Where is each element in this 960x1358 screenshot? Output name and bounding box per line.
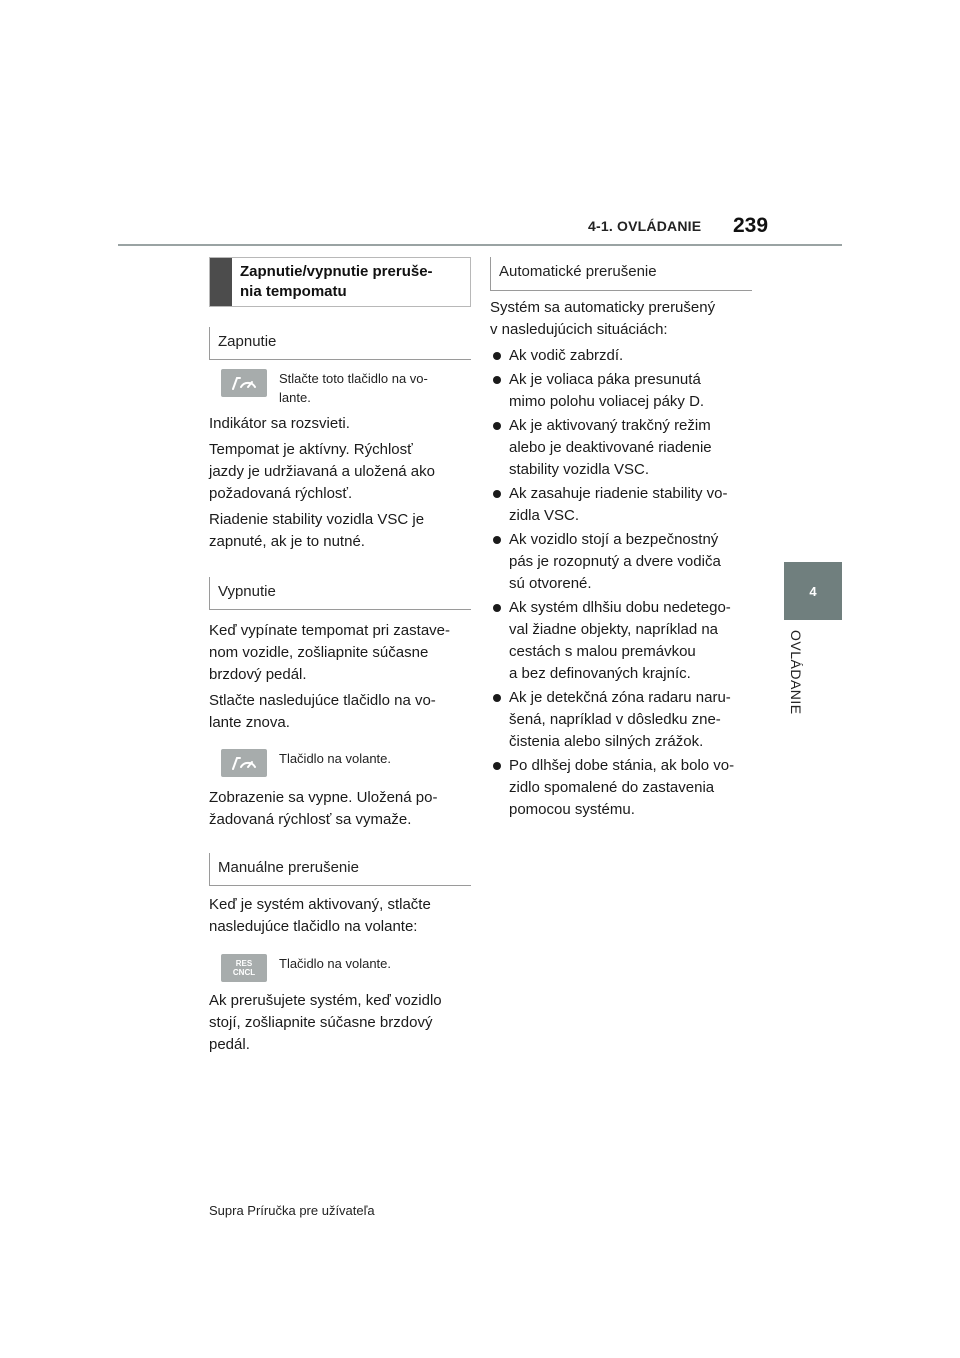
right-column	[490, 257, 752, 821]
res-cncl-button-icon	[221, 954, 267, 982]
caption-line: lante.	[279, 390, 311, 405]
button-row-vypnutie	[209, 749, 471, 777]
button-caption	[279, 369, 428, 407]
paragraph-line: lante znova.	[209, 714, 290, 731]
bullet-line: sú otvorené.	[509, 575, 592, 592]
left-column	[209, 257, 471, 1056]
bullet-line: šená, napríklad v dôsledku zne-	[509, 711, 721, 728]
page-number: 239	[733, 214, 769, 237]
bullet-line: zidlo spomalené do zastavenia	[509, 779, 715, 796]
bullet-line: Ak je detekčná zóna radaru naru-	[509, 689, 731, 706]
paragraph-line: Keď je systém aktivovaný, stlačte	[209, 896, 431, 913]
paragraph-line: zapnuté, ak je to nutné.	[209, 533, 365, 550]
paragraph	[490, 297, 752, 341]
topic-title-line: Zapnutie/vypnutie preruše-	[240, 263, 433, 280]
footer-text: Supra Príručka pre užívateľa	[209, 1203, 375, 1218]
cruise-control-button-icon	[221, 369, 267, 397]
bullet-item	[490, 345, 752, 367]
paragraph-line: žadovaná rýchlosť sa vymaže.	[209, 811, 412, 828]
header-divider	[118, 244, 842, 246]
bullet-line: val žiadne objekty, napríklad na	[509, 621, 719, 638]
bullet-line: Po dlhšej dobe stánia, ak bolo vo-	[509, 757, 735, 774]
bullet-line: Ak vozidlo stojí a bezpečnostný	[509, 531, 719, 548]
bullet-line: čistenia alebo silných zrážok.	[509, 733, 704, 750]
bullet-item	[490, 755, 752, 821]
section-heading-automaticke: Automatické prerušenie	[490, 257, 752, 291]
res-label: RES	[235, 959, 253, 968]
chapter-tab	[784, 562, 842, 620]
paragraph-line: brzdový pedál.	[209, 666, 307, 683]
chapter-side-label-text: OVLÁDANIE	[788, 630, 804, 715]
paragraph-line: Ak prerušujete systém, keď vozidlo	[209, 992, 442, 1009]
bullet-item	[490, 483, 752, 527]
chapter-side-label	[784, 630, 804, 730]
bullet-item	[490, 529, 752, 595]
paragraph-line: Keď vypínate tempomat pri zastave-	[209, 622, 450, 639]
paragraph-line: stojí, zošliapnite súčasne brzdový	[209, 1014, 433, 1031]
cruise-control-button-icon	[221, 749, 267, 777]
paragraph-line: požadovaná rýchlosť.	[209, 485, 353, 502]
section-heading-vypnutie: Vypnutie	[209, 577, 471, 610]
cruise-control-icon	[227, 373, 261, 393]
paragraph	[209, 894, 471, 938]
paragraph-line: nasledujúce tlačidlo na volante:	[209, 918, 418, 935]
bullet-item	[490, 597, 752, 685]
section-heading-manualne: Manuálne prerušenie	[209, 853, 471, 886]
cncl-label: CNCL	[232, 968, 256, 977]
bullet-line: Ak systém dlhšiu dobu nedetego-	[509, 599, 731, 616]
paragraph-line: Tempomat je aktívny. Rýchlosť	[209, 441, 413, 458]
button-caption: Tlačidlo na volante.	[279, 956, 392, 971]
topic-title-box	[209, 257, 471, 307]
paragraph: Indikátor sa rozsvieti.	[209, 415, 350, 432]
paragraph-line: Stlačte nasledujúce tlačidlo na vo-	[209, 692, 436, 709]
bullet-line: cestách s malou premávkou	[509, 643, 696, 660]
button-row-manualne	[209, 954, 471, 982]
paragraph-line: Systém sa automaticky prerušený	[490, 299, 716, 316]
cruise-control-icon	[227, 753, 261, 773]
bullet-line: Ak vodič zabrzdí.	[509, 347, 624, 364]
paragraph	[209, 620, 471, 686]
bullet-line: mimo polohu voliacej páky D.	[509, 393, 705, 410]
chapter-tab-number: 4	[809, 583, 817, 599]
paragraph-line: v nasledujúcich situáciách:	[490, 321, 668, 338]
bullet-list	[490, 345, 752, 821]
bullet-line: Ak je voliaca páka presunutá	[509, 371, 701, 388]
paragraph	[209, 439, 471, 505]
bullet-item	[490, 369, 752, 413]
bullet-line: Ak zasahuje riadenie stability vo-	[509, 485, 728, 502]
bullet-line: zidla VSC.	[509, 507, 580, 524]
paragraph-line: Zobrazenie sa vypne. Uložená po-	[209, 789, 438, 806]
bullet-line: Ak je aktivovaný trakčný režim	[509, 417, 711, 434]
caption-line: Stlačte toto tlačidlo na vo-	[279, 371, 428, 386]
chapter-title: 4-1. OVLÁDANIE	[588, 218, 702, 234]
paragraph-line: nom vozidle, zošliapnite súčasne	[209, 644, 429, 661]
button-row-zapnutie	[209, 369, 471, 407]
paragraph	[209, 690, 471, 734]
paragraph-line: pedál.	[209, 1036, 250, 1053]
bullet-line: stability vozidla VSC.	[509, 461, 650, 478]
paragraph	[209, 990, 471, 1056]
bullet-item	[490, 415, 752, 481]
button-caption: Tlačidlo na volante.	[279, 751, 392, 766]
res-cncl-label	[233, 959, 255, 977]
topic-title	[232, 258, 441, 306]
paragraph	[209, 509, 471, 553]
bullet-line: pomocou systému.	[509, 801, 635, 818]
bullet-item	[490, 687, 752, 753]
bullet-line: alebo je deaktivované riadenie	[509, 439, 712, 456]
paragraph	[209, 787, 471, 831]
paragraph-line: jazdy je udržiavaná a uložená ako	[209, 463, 435, 480]
topic-title-line: nia tempomatu	[240, 283, 347, 300]
section-heading-zapnutie: Zapnutie	[209, 327, 471, 360]
paragraph-line: Riadenie stability vozidla VSC je	[209, 511, 425, 528]
bullet-line: a bez definovaných krajníc.	[509, 665, 691, 682]
topic-bar	[210, 258, 232, 306]
bullet-line: pás je rozopnutý a dvere vodiča	[509, 553, 721, 570]
